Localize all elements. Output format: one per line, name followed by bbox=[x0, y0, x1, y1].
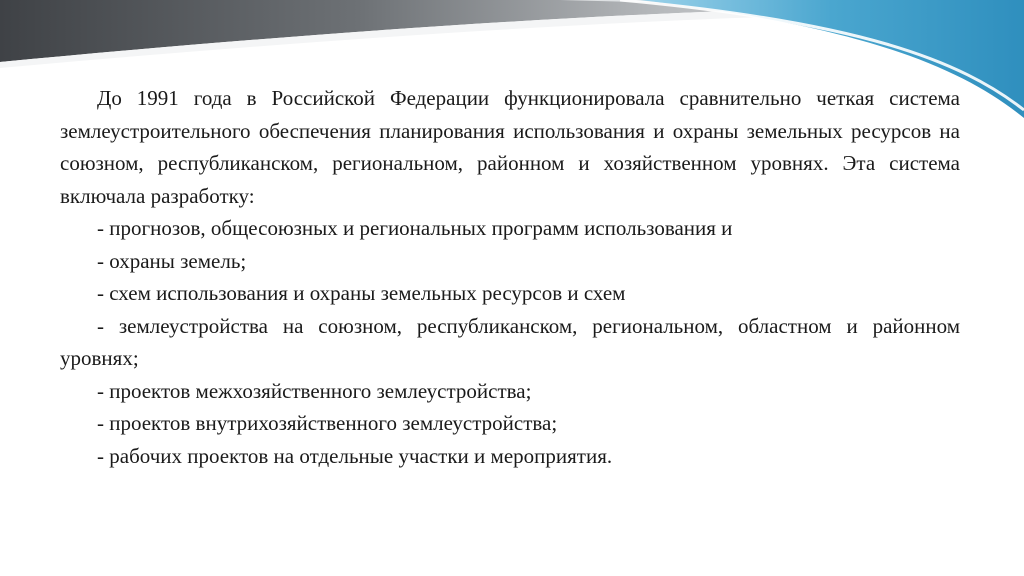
list-item: - проектов межхозяйственного землеустройства; bbox=[97, 378, 532, 403]
list-item: - рабочих проектов на отдельные участки и мероприятия. bbox=[97, 443, 613, 468]
slide-text-block bbox=[60, 82, 960, 472]
list-item: - прогнозов, общесоюзных и региональных программ использования и bbox=[97, 216, 733, 240]
list-item: - схем использования и охраны земельных ресурсов и схем bbox=[97, 281, 626, 305]
list-item: - охраны земель; bbox=[97, 248, 247, 273]
list-item: - землеустройства на союзном, республиканском, региональном, областном и районном уровнях; bbox=[60, 313, 960, 370]
intro-paragraph: До 1991 года в Российской Федерации функционировала сравнительно четкая система землеустроительного обеспечения планирования использования и охраны земельных ресурсов на союзном, республиканском, региональном, районном и хозяйственном уровнях. Эта система включала разработку: bbox=[60, 86, 960, 208]
list-item: - проектов внутрихозяйственного землеустройства; bbox=[97, 411, 558, 435]
